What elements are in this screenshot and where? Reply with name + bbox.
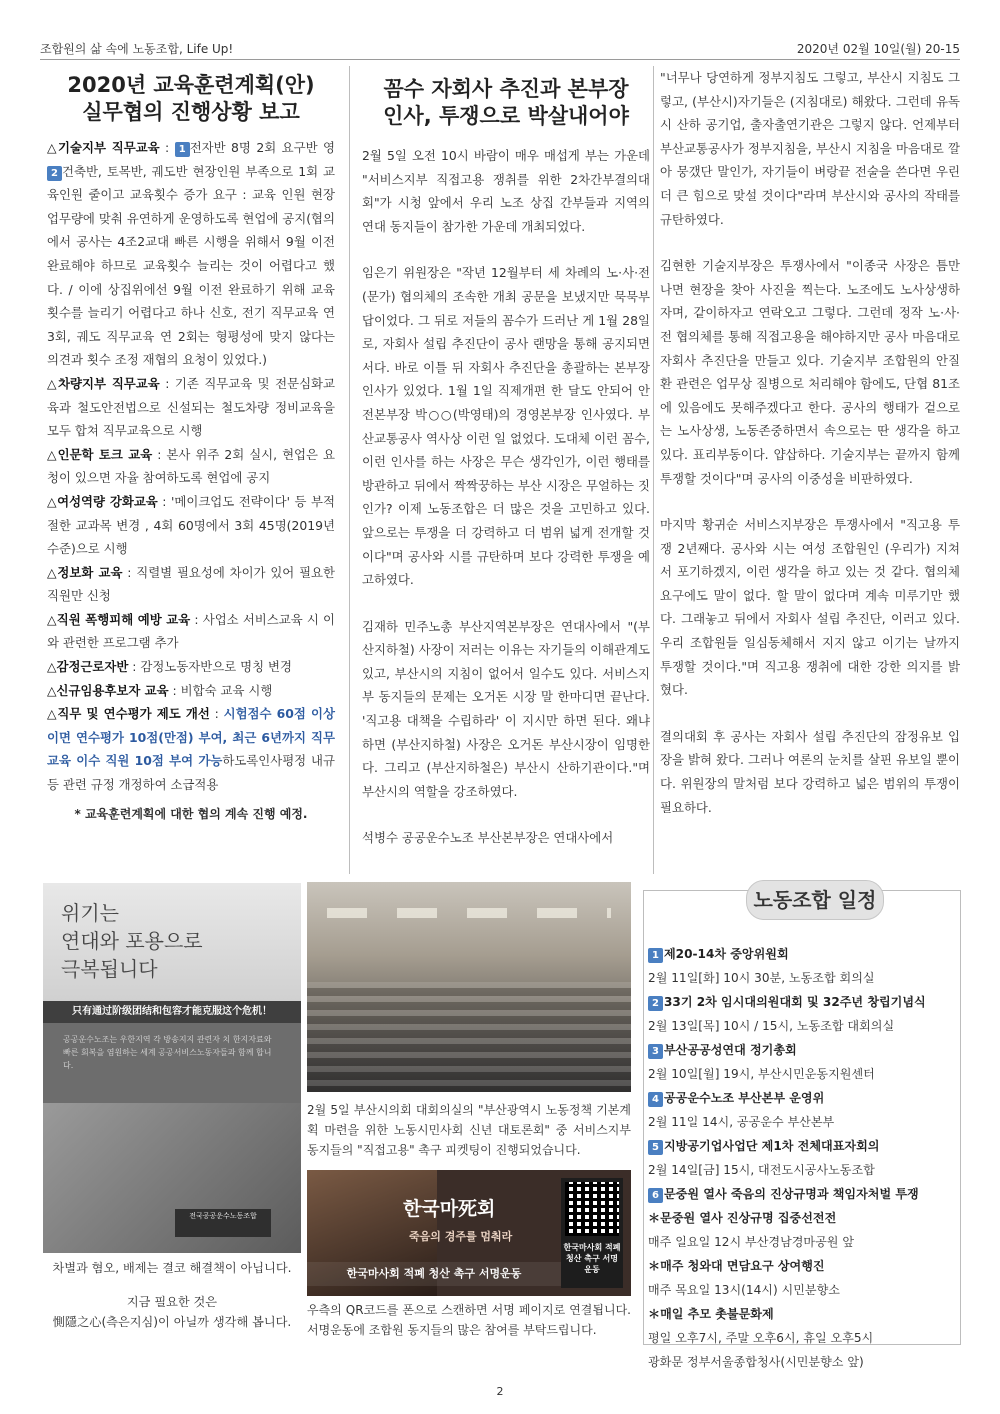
column-divider	[653, 66, 654, 874]
item-text: : 비합숙 교육 시행	[168, 682, 273, 698]
schedule-subitem-title: ＊매주 청와대 면담요구 상여행진	[648, 1259, 825, 1273]
list-item: △기술지부 직무교육 : 1 전자반 8명 2회 요구반 영 2 건축반, 토목반, 궤도반 현장인원 부족으로 1회 교육인원 줄이고 교육횟수 증가 요구 : 교육 인원 현장 업무량에 맞춰 유연하게 운영하도록 현업에 공지(협의에서 공사는 4조2교대 빠른 시행을 위해서 9월 이전 완료해야 하므로 교육횟수 늘리는 것이 어렵다고 했다. / 이에 상집위에선 9월 이전 완료하기 위해 교육 횟수를 늘리기 어렵다고 하나 신호, 전기 직무교육 연 3회, 궤도 직무교육 연 2회는 형평성에 맞지 않다는 의견과 횟수 조정 재협의 요청이 있었다.)	[47, 140, 335, 368]
schedule-item-detail: 2월 14일[금] 15시, 대전도시공사노동조합	[648, 1163, 875, 1177]
item-text: 전자반 8명 2회 요구반	[189, 140, 318, 155]
column-divider	[349, 66, 350, 874]
item-label: △신규임용후보자 교육	[47, 682, 169, 698]
title-line: 인사, 투쟁으로 박살내어야	[383, 104, 629, 128]
schedule-item-detail: 2월 13일[목] 10시 / 15시, 노동조합 대회의실	[648, 1019, 895, 1033]
item-text: :	[209, 706, 224, 722]
list-item	[47, 372, 335, 443]
item-label: △인문학 토크 교육	[47, 446, 153, 462]
schedule-item-detail: 매주 목요일 13시(14시) 시민분향소	[648, 1283, 840, 1297]
item-label: △여성역량 강화교육	[47, 493, 158, 509]
qr-code-icon[interactable]	[565, 1182, 619, 1236]
number-badge: 2	[47, 166, 62, 181]
item-text: : 기존 직무교육 및 전문심화교육과 철도안전법으로 신설되는 철도차량 정비교육을 모두 합쳐 직무교육으로 시행	[47, 375, 335, 439]
article-rally-continued	[660, 66, 960, 842]
poster-message: 공공운수노조는 우한지역 각 방송지지 관련자 치 한지자료와 빠른 회복을 염원하는 세계 공공서비스노동자들과 함께 합니다.	[43, 1023, 301, 1103]
paragraph: 2월 5일 오전 10시 바람이 매우 매섭게 부는 가운데 "서비스지부 직접고용 쟁취를 위한 2차간부결의대회"가 시청 앞에서 우리 노조 상집 간부들과 지역의 연대 동지들이 참가한 가운데 개최되었다.	[362, 148, 650, 234]
schedule-item	[648, 990, 958, 1014]
item-text: 건축반, 토목반, 궤도반 현장인원 부족으로 1회 교육인원 줄이고 교육횟수 증가 요구 : 교육 인원 현장 업무량에 맞춰 유연하게 운영하도록 현업에 공지(협의에서 공사는 4조2교대 빠른 시행을 위해서 9월 이전 완료해야 하므로 교육횟수 늘리는 것이 어렵다고 했다. / 이에 상집위에선 9월 이전 완료하기 위해 교육 횟수를 늘리기 어렵다고 하나 신호, 전기 직무교육 연 3회, 궤도 직무교육 연 2회는 형평성에 맞지 않다는 의견과 횟수 조정 재협의 요청이 있었다.)	[47, 163, 335, 368]
article-note: * 교육훈련계획에 대한 협의 계속 진행 예정.	[74, 806, 308, 821]
schedule-item-title: 지방공기업사업단 제1차 전체대표자회의	[664, 1139, 880, 1153]
list-item	[47, 608, 335, 655]
schedule-item-detail: 매주 일요일 12시 부산경남경마공원 앞	[648, 1235, 855, 1249]
ad-subtitle: 죽음의 경주를 멈춰라	[409, 1230, 513, 1243]
item-text: 하도록인사평정 내규 등 관련 규정 개정하여 소급적용	[47, 753, 335, 793]
paragraph: 석병수 공공운수노조 부산본부장은 연대사에서	[362, 830, 614, 846]
highlight-text: 시험점수 60점 이상이면 연수평가 10점(만점) 부여, 최근 6년까지 직무교육 이수 직원 10점 부여 가능	[47, 706, 335, 769]
item-label: △정보화 교육	[47, 564, 123, 580]
schedule-item-title: 부산공공성연대 정기총회	[664, 1043, 797, 1057]
schedule-item-title: 제20-14차 중앙위원회	[664, 947, 789, 961]
schedule-list	[648, 942, 958, 1374]
list-item	[47, 655, 335, 679]
ad-title: 한국마死회	[403, 1198, 496, 1220]
header-date: 2020년 02월 10일(월) 20-15	[796, 42, 960, 56]
item-label: △감정근로자반	[47, 659, 129, 675]
paragraph: 결의대회 후 공사는 자회사 설립 추진단의 잠정유보 입장을 밝혀 왔다. 그러나 여론의 눈치를 살핀 유보일 뿐이다. 위원장의 말처럼 보다 강력하고 넓은 범위의 투쟁이 필요하다.	[660, 728, 960, 815]
poster-title-line: 위기는	[61, 901, 119, 925]
ad-caption: 우측의 QR코드를 폰으로 스캔하면 서명 페이지로 연결됩니다. 서명운동에 조합원 동지들의 많은 참여를 부탁드립니다.	[307, 1303, 631, 1337]
meeting-photo	[307, 882, 631, 1092]
schedule-item	[648, 1182, 958, 1206]
article-title	[362, 76, 650, 130]
schedule-item	[648, 1038, 958, 1062]
schedule-item	[648, 1086, 958, 1110]
paragraph: 김현한 기술지부장은 투쟁사에서 "이종국 사장은 틈만 나면 현장을 찾아 사진을 찍는다. 노조에도 노사상생하자며, 같이하자고 연락오고 그렇다. 그런데 정작 노·사·전 협의체를 통해 직접고용을 해야하지만 공사 마음대로 자회사 추진단을 만들고 있다. 기술지부 조합원의 안질환 관련은 업무상 질병으로 처리해야 함에도, 단협 81조에 있음에도 못해주겠다고 한다. 공사의 행태가 겉으로는 노사상생, 노동존중하면서 속으로는 딴 생각을 하고 있다. 표리부동이다. 얍삽하다. 기술지부는 끝까지 함께 투쟁할 것이다"며 공사의 이중성을 비판하였다.	[660, 258, 960, 486]
schedule-item-detail: 평일 오후7시, 주말 오후6시, 휴일 오후5시	[648, 1331, 874, 1345]
item-text: : 감정노동자반으로 명칭 변경	[128, 659, 292, 675]
item-text: 영	[323, 140, 335, 155]
ad-banner: 한국마사회 적폐 청산 촉구 서명운동	[307, 1262, 561, 1286]
article-body	[362, 144, 650, 850]
item-label: △차량지부 직무교육	[47, 375, 160, 391]
article-body	[660, 66, 960, 819]
list-item	[47, 443, 335, 490]
number-badge: 4	[648, 1092, 663, 1107]
item-label: △직무 및 연수평가 제도 개선	[47, 706, 210, 722]
petition-ad[interactable]	[307, 1170, 631, 1296]
title-line: 실무협의 진행상황 보고	[82, 100, 300, 124]
number-badge: 1	[175, 142, 190, 157]
number-badge: 5	[648, 1140, 663, 1155]
number-badge: 2	[648, 996, 663, 1011]
number-badge: 1	[648, 948, 663, 963]
schedule-item-title: 33기 2차 임시대의원대회 및 32주년 창립기념식	[664, 995, 926, 1009]
schedule-item-title: 문중원 열사 죽음의 진상규명과 책임자처벌 투쟁	[664, 1187, 919, 1201]
poster-title-line: 극복됩니다	[61, 957, 158, 981]
poster-caption	[43, 1258, 301, 1332]
article-education-plan	[47, 72, 335, 822]
caption-line: 惻隱之心(측은지심)이 아닐까 생각해 봅니다.	[52, 1315, 292, 1329]
poster-title	[61, 899, 203, 983]
header-slogan: 조합원의 삶 속에 노동조합, Life Up!	[40, 42, 234, 56]
paragraph: "너무나 당연하게 정부지침도 그렇고, 부산시 지침도 그렇고, (부산시)자기들은 (지침대로) 해왔다. 그런데 유독 시 산하 공기업, 출자출연기관은 그렇지 않다. 언제부터 부산교통공사가 정부지침을, 부산시 지침을 마음대로 깔아 뭉갰단 말인가, 자기들이 벼랑끝 전술을 쓴다면 우린 더 큰 힘으로 맞설 것이다"라며 부산시와 공사의 작태를 규탄하였다.	[660, 70, 960, 227]
schedule-item	[648, 942, 958, 966]
number-badge: 3	[648, 1044, 663, 1059]
item-text: : 사업소 서비스교육 시 이와 관련한 프로그램 추가	[47, 611, 335, 651]
article-rally	[362, 72, 650, 873]
schedule-subitem-title: ＊문중원 열사 진상규명 집중선전전	[648, 1211, 837, 1225]
article-body	[47, 136, 335, 797]
title-line: 꼼수 자회사 추진과 본부장	[383, 77, 629, 101]
article-title	[47, 72, 335, 126]
schedule-item-title: 공공운수노조 부산본부 운영위	[664, 1091, 825, 1105]
poster-title-line: 연대와 포용으로	[61, 929, 203, 953]
ceiling-lights	[327, 908, 611, 918]
poster-chinese-strip: 只有通过阶级团结和包容才能克服这个危机！	[43, 1001, 301, 1023]
paragraph: 마지막 황귀순 서비스지부장은 투쟁사에서 "직고용 투쟁 2년째다. 공사와 시는 여성 조합원인 (우리가) 지쳐서 포기하겠지, 이런 생각을 하고 있는 것 같다. 협의체 요구에도 말이 없다. 할 말이 없다며 계속 미루기만 했다. 그래놓고 뒤에서 자회사 설립 추진단, 이러고 있다. 우리 조합원들 일심동체해서 지지 않고 이기는 날까지 투쟁할 것이다."며 직고용 쟁취에 대한 강한 의지를 밝혔다.	[660, 517, 960, 698]
number-badge: 6	[648, 1188, 663, 1203]
union-logo: 전국공공운수노동조합	[175, 1209, 271, 1237]
caption-line: 차별과 혐오, 배제는 결코 해결책이 아닙니다.	[52, 1261, 292, 1275]
page-number: 2	[496, 1385, 504, 1398]
item-text: : 직렬별 필요성에 차이가 있어 필요한 직원만 신청	[47, 564, 335, 604]
schedule-item-detail: 광화문 정부서울종합청사(시민분향소 앞)	[648, 1355, 864, 1369]
paragraph: 김재하 민주노총 부산지역본부장은 연대사에서 "(부산지하철) 사장이 저러는 이유는 자기들의 이해관계도 있고, 부산시의 지침이 없어서 일수도 있다. 서비스지부 동지들의 문제는 오거돈 시장 말 한마디면 끝난다. '직고용 대책을 수립하라' 이 지시만 하면 된다. 왜냐하면 (부산지하철) 사장은 오거돈 부산시장이 임명한다. 그리고 (부산지하철은) 부산시 산하기관이다."며 부산시의 역할을 강조하였다.	[362, 618, 650, 799]
schedule-item	[648, 1134, 958, 1158]
solidarity-poster	[43, 883, 301, 1253]
list-item	[47, 702, 335, 796]
audience-rows	[307, 982, 631, 1092]
photo-caption: 2월 5일 부산시의회 대회의실의 "부산광역시 노동정책 기본계획 마련을 위한 노동시민사회 신년 대토론회" 중 서비스지부 동지들의 "직접고용" 촉구 피켓팅이 진행되었습니다.	[307, 1103, 631, 1157]
title-line: 2020년 교육훈련계획(안)	[67, 73, 315, 97]
item-label: △기술지부 직무교육	[47, 140, 160, 155]
paragraph: 임은기 위원장은 "작년 12월부터 세 차례의 노·사·전(문가) 협의체의 조속한 개최 공문을 보냈지만 묵묵부답이었다. 그 뒤로 저들의 꼼수가 드러난 게 1월 28일로, 자회사 설립 추진단이 공사 랜망을 통해 공지되면서다. 바로 이틀 뒤 자회사 추진단을 총괄하는 본부장 인사가 있었다. 1월 1일 직제개편 한 달도 안되어 안전본부장 박○○(박영태)의 경영본부장 인사였다. 부산교통공사 역사상 이런 일 없었다. 도대체 이런 꼼수, 이런 인사를 하는 사장은 무슨 생각인가, 이런 행태를 방관하고 뒤에서 짝짝꿍하는 부산 시장은 무얼하는 짓인가? 이제 노동조합은 더 많은 것을 고민하고 있다. 앞으로는 투쟁을 더 강력하고 더 범위 넓게 전개할 것이다"며 공사와 시를 규탄하며 보다 강력한 투쟁을 예고하였다.	[362, 265, 650, 588]
qr-label: 한국마사회 적폐 청산 촉구 서명운동	[563, 1243, 621, 1274]
schedule-item-detail: 2월 11일 14시, 공공운수 부산본부	[648, 1115, 835, 1129]
item-text: : 본사 위주 2회 실시, 현업은 요청이 있으면 자율 참여하도록 현업에 공지	[47, 446, 335, 486]
schedule-title: 노동조합 일정	[746, 880, 884, 920]
item-label: △직원 폭행피해 예방 교육	[47, 611, 191, 627]
item-text: : '메이크업도 전략이다' 등 부적절한 교과목 변경 , 4회 60명에서 3회 45명(2019년 수준)으로 시행	[47, 493, 335, 557]
list-item	[47, 490, 335, 561]
caption-line: 지금 필요한 것은	[126, 1295, 218, 1309]
schedule-subitem-title: ＊매일 추모 촛불문화제	[648, 1307, 774, 1321]
schedule-item-detail: 2월 10일[월] 19시, 부산시민운동지원센터	[648, 1067, 875, 1081]
page-header	[40, 38, 960, 60]
schedule-item-detail: 2월 11일[화] 10시 30분, 노동조합 회의실	[648, 971, 875, 985]
list-item	[47, 561, 335, 608]
list-item	[47, 679, 335, 703]
